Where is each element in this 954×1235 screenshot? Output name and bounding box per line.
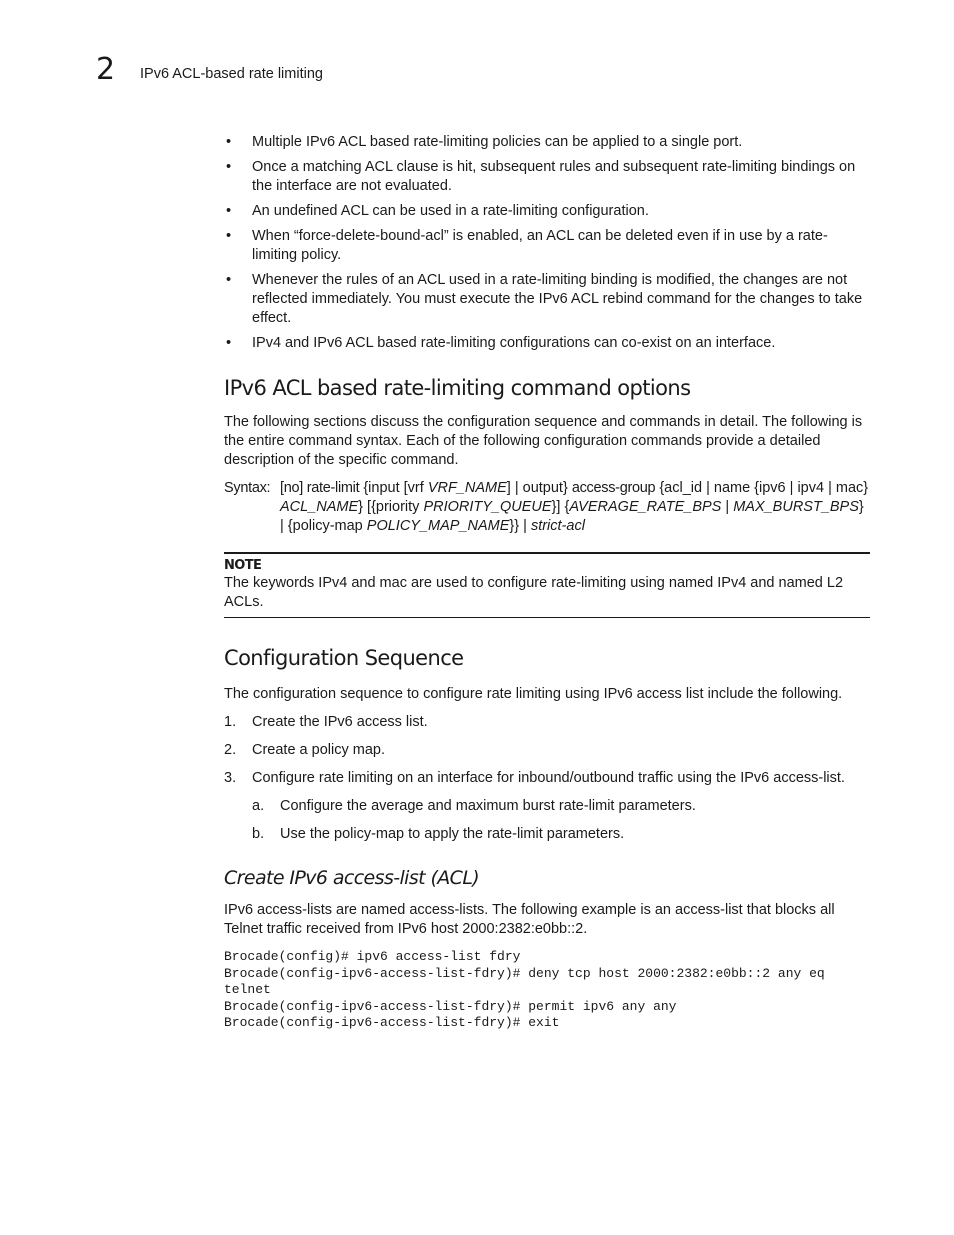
note-text: The keywords IPv4 and mac are used to configure rate-limiting using named IPv4 and named L2 ACLs. bbox=[224, 575, 844, 610]
step-text: Create the IPv6 access list. bbox=[252, 714, 428, 730]
syntax-part: }} | bbox=[509, 518, 531, 534]
list-item bbox=[224, 227, 870, 265]
chapter-number: 2 bbox=[96, 52, 116, 87]
list-item bbox=[224, 133, 870, 152]
list-item-text: Once a matching ACL clause is hit, subsequent rules and subsequent rate-limiting bindings on the interface are not evaluated. bbox=[252, 159, 856, 194]
list-item bbox=[224, 741, 870, 760]
list-item-text: Whenever the rules of an ACL used in a rate-limiting binding is modified, the changes are not reflected immediately. You must execute the IPv6 ACL rebind command for the changes to take effect. bbox=[252, 272, 863, 326]
syntax-param: POLICY_MAP_NAME bbox=[366, 518, 510, 534]
create-acl-intro: IPv6 access-lists are named access-lists. The following example is an access-list that blocks all Telnet traffic received from IPv6 host 2000:2382:e0bb::2. bbox=[224, 902, 835, 937]
step-number: 1. bbox=[224, 714, 237, 730]
bullet-icon: • bbox=[226, 159, 232, 175]
syntax-part: {acl_id | name {ipv6 | ipv4 | mac} bbox=[655, 480, 869, 496]
configuration-sequence-intro: The configuration sequence to configure rate limiting using IPv6 access list include the following. bbox=[224, 686, 843, 702]
list-item bbox=[224, 202, 870, 221]
syntax-param: MAX_BURST_BPS bbox=[733, 499, 859, 515]
list-item bbox=[224, 825, 870, 844]
step-number: 2. bbox=[224, 742, 237, 758]
syntax-label: Syntax: bbox=[224, 480, 271, 496]
steps-list bbox=[224, 713, 870, 788]
note-title: NOTE bbox=[224, 558, 262, 573]
list-item bbox=[224, 334, 870, 353]
list-item bbox=[224, 769, 870, 788]
list-item-text: IPv4 and IPv6 ACL based rate-limiting configurations can co-exist on an interface. bbox=[252, 335, 776, 351]
bullet-icon: • bbox=[226, 134, 232, 150]
command-options-intro: The following sections discuss the configuration sequence and commands in detail. The following is the entire command syntax. Each of the following configuration commands provide a detailed description of the specific command. bbox=[224, 414, 863, 468]
syntax-param: PRIORITY_QUEUE bbox=[423, 499, 552, 515]
substep-letter: a. bbox=[252, 798, 265, 814]
syntax-part: } | {policy-map bbox=[280, 499, 864, 534]
syntax-part: {input [vrf bbox=[359, 480, 428, 496]
list-item bbox=[224, 158, 870, 196]
syntax-param: AVERAGE_RATE_BPS bbox=[569, 499, 722, 515]
syntax-keyword: [no] rate-limit bbox=[280, 480, 360, 496]
substep-text: Use the policy-map to apply the rate-limit parameters. bbox=[280, 826, 625, 842]
note-box bbox=[224, 552, 870, 618]
list-item bbox=[224, 797, 870, 816]
syntax-text bbox=[280, 479, 870, 536]
bullet-icon: • bbox=[226, 228, 232, 244]
list-item bbox=[224, 713, 870, 732]
bullet-list bbox=[224, 133, 870, 353]
list-item-text: An undefined ACL can be used in a rate-limiting configuration. bbox=[252, 203, 649, 219]
bullet-icon: • bbox=[226, 203, 232, 219]
step-number: 3. bbox=[224, 770, 237, 786]
substeps-list bbox=[224, 797, 870, 844]
section-heading-command-options: IPv6 ACL based rate-limiting command options bbox=[224, 376, 691, 400]
syntax-keyword: access-group bbox=[571, 480, 656, 496]
running-title: IPv6 ACL-based rate limiting bbox=[140, 66, 323, 82]
step-text: Create a policy map. bbox=[252, 742, 385, 758]
section-heading-configuration-sequence: Configuration Sequence bbox=[224, 646, 464, 670]
syntax-part: ] | output} bbox=[506, 480, 572, 496]
substep-text: Configure the average and maximum burst rate-limit parameters. bbox=[280, 798, 696, 814]
list-item bbox=[224, 271, 870, 328]
syntax-param: ACL_NAME bbox=[280, 499, 359, 515]
list-item-text: Multiple IPv6 ACL based rate-limiting policies can be applied to a single port. bbox=[252, 134, 743, 150]
bullet-icon: • bbox=[226, 335, 232, 351]
syntax-part: | bbox=[721, 499, 734, 515]
list-item-text: When “force-delete-bound-acl” is enabled, an ACL can be deleted even if in use by a rate-limiting policy. bbox=[252, 228, 828, 263]
step-text: Configure rate limiting on an interface for inbound/outbound traffic using the IPv6 access-list. bbox=[252, 770, 845, 786]
syntax-block bbox=[224, 479, 870, 536]
substep-letter: b. bbox=[252, 826, 265, 842]
syntax-param: strict-acl bbox=[530, 518, 585, 534]
syntax-part: } [{priority bbox=[358, 499, 424, 515]
subsection-heading-create-acl: Create IPv6 access-list (ACL) bbox=[224, 867, 480, 889]
syntax-param: VRF_NAME bbox=[427, 480, 507, 496]
bullet-icon: • bbox=[226, 272, 232, 288]
page-body bbox=[224, 133, 870, 1032]
syntax-part: }] { bbox=[551, 499, 570, 515]
code-example: Brocade(config)# ipv6 access-list fdry Brocade(config-ipv6-access-list-fdry)# deny tcp host 2000:2382:e0bb::2 any eq telnet Brocade(config-ipv6-access-list-fdry)# permit ipv6 any any Brocade(config-ipv6-access-list-fdry)# exit bbox=[224, 949, 825, 1030]
